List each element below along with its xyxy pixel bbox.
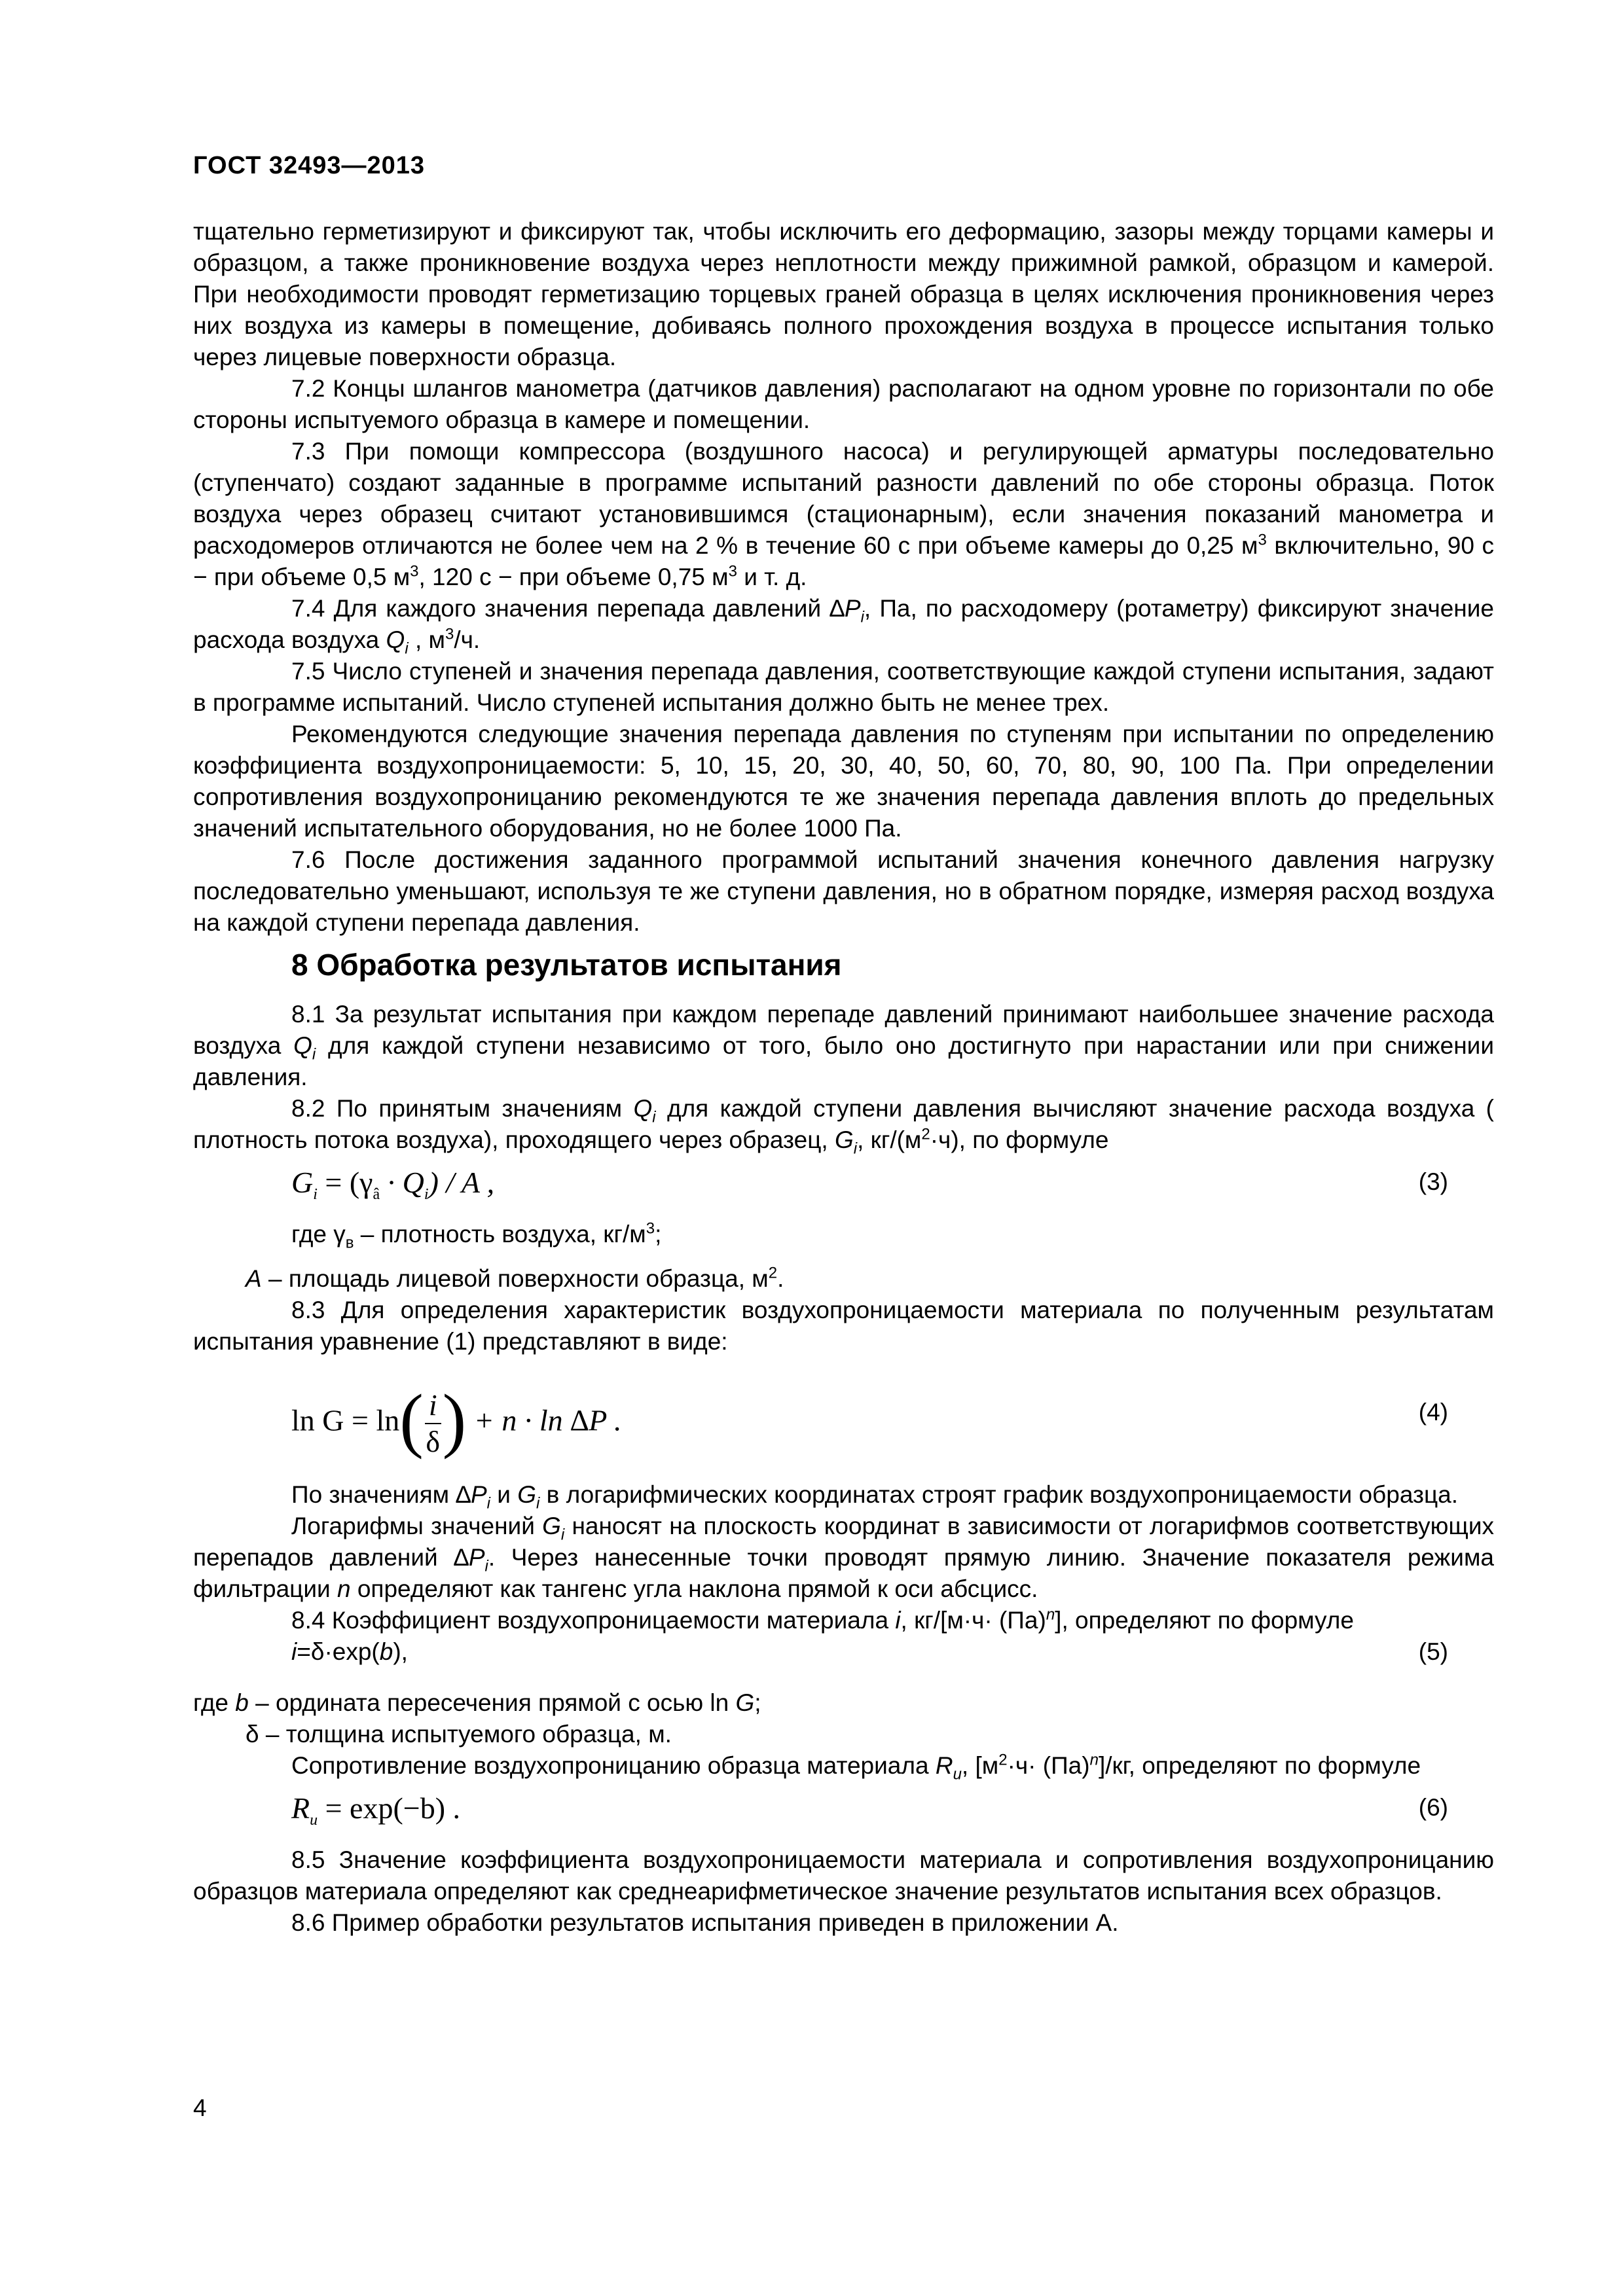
paragraph-7-2: 7.2 Концы шлангов манометра (датчиков давления) располагают на одном уровне по горизонтали по обе стороны испытуемого образца в камере и помещении.: [193, 375, 1494, 433]
paragraph-graph: По значениям $\Delta P_i$ и $G_i$ в логарифмических координатах строят график воздухопроницаемости образца.: [291, 1481, 1458, 1513]
paragraph-8-4: 8.4 Коэффициент воздухопроницаемости материала i, кг/[м·ч· (Па)$^n$], определяют по формуле: [291, 1605, 1354, 1634]
formula-4-expression: ln G = ln( $\frac{i}{\delta}$ ) + n · ln ∆P .: [291, 1380, 622, 1460]
page-number: 4: [193, 2094, 207, 2121]
page-content: [193, 216, 1494, 1939]
where-b: где b – ордината пересечения прямой с осью ln G;: [193, 1689, 761, 1716]
standard-header: ГОСТ 32493—2013: [193, 152, 426, 179]
paragraph-8-6: 8.6 Пример обработки результатов испытания приведен в приложении А.: [291, 1909, 1119, 1936]
formula-5-expression: i=δ·exp(b),: [291, 1638, 408, 1665]
paragraph-8-2: 8.2 По принятым значениям $Q_i$ для каждой ступени давления вычисляют значение расхода воздуха ( плотность потока воздуха), проходящего через образец, $G_i$, $кг/(м^2\cdot ч)$, по формуле: [193, 1095, 1494, 1158]
paragraph-logarithms: Логарифмы значений $G_i$ наносят на плоскость координат в зависимости от логарифмов соответствующих перепадов давлений $\Delta P_i$. Через нанесенные точки проводят прямую линию. Значение показателя режима фильтрации n определяют как тангенс угла наклона прямой к оси абсцисс.: [193, 1513, 1494, 1602]
paragraph-7-4: 7.4 Для каждого значения перепада давлений $\Delta P_i$, Па, по расходомеру (ротаметру) фиксируют значение расхода воздуха $Q_i$ , $м^3/ч$.: [193, 595, 1494, 658]
paragraph-7-3: 7.3 При помощи компрессора (воздушного насоса) и регулирующей арматуры последовательно (ступенчато) создают заданные в программе испытаний разности давлений по обе стороны образца. Поток воздуха через образец считают установившимся (стационарным), если значения показаний манометра и расходомеров отличаются не более чем на 2 % в течение 60 с при объеме камеры до 0,25 $м^3$ включительно, 90 с − при объеме 0,5 $м^3$, 120 с − при объеме 0,75 $м^3$ и т. д.: [193, 438, 1495, 590]
paragraph-sealing: тщательно герметизируют и фиксируют так, чтобы исключить его деформацию, зазоры между торцами камеры и образцом, а также проникновение воздуха через неплотности между прижимной рамкой, образцом и камерой. При необходимости проводят герметизацию торцевых граней образца в целях исключения проникновения через них воздуха из камеры в помещение, добиваясь полного прохождения воздуха в процессе испытания только через лицевые поверхности образца.: [193, 218, 1494, 370]
paragraph-8-3: 8.3 Для определения характеристик воздухопроницаемости материала по полученным результатам испытания уравнение (1) представляют в виде:: [193, 1297, 1494, 1355]
paragraph-7-5: 7.5 Число ступеней и значения перепада давления, соответствующие каждой ступени испытания, задают в программе испытаний. Число ступеней испытания должно быть не менее трех.: [193, 658, 1494, 716]
formula-5: [193, 1636, 1494, 1670]
where-gamma: где $\gamma_в$ – плотность воздуха, $кг/м^3$;: [291, 1219, 662, 1252]
paragraph-7-6: 7.6 После достижения заданного программой испытаний значения конечного давления нагрузку последовательно уменьшают, используя те же ступени давления, но в обратном порядке, измеряя расход воздуха на каждой ступени перепада давления.: [193, 846, 1494, 936]
where-delta: δ – толщина испытуемого образца, м.: [246, 1721, 672, 1748]
formula-6-expression: $R_u = \exp(-b)$ .: [291, 1791, 461, 1829]
paragraph-8-1: 8.1 За результат испытания при каждом перепаде давлений принимают наибольшее значение расхода воздуха $Q_i$ для каждой ступени независимо от того, было оно достигнуто при нарастании или при снижении давления.: [193, 1001, 1494, 1090]
formula-4-number: (4): [1418, 1399, 1448, 1426]
formula-6: [193, 1785, 1494, 1831]
formula-3-number: (3): [1418, 1168, 1448, 1195]
formula-4: [193, 1368, 1494, 1460]
formula-6-number: (6): [1418, 1794, 1448, 1821]
formula-3: [193, 1160, 1494, 1206]
paragraph-recommended-steps: Рекомендуются следующие значения перепада давления по ступеням при испытании по определению коэффициента воздухопроницаемости: 5, 10, 15, 20, 30, 40, 50, 60, 70, 80, 90, 100 Па. При определении сопротивления воздухопроницанию рекомендуются те же значения перепада давления вплоть до предельных значений испытательного оборудования, но не более 1000 Па.: [193, 721, 1494, 842]
paragraph-resistance: Сопротивление воздухопроницанию образца материала $R_u$, $[м^2\cdot ч\cdot (Па)^n]/кг$, определяют по формуле: [291, 1751, 1421, 1784]
where-area: A – площадь лицевой поверхности образца, $м^2$.: [246, 1264, 784, 1292]
section-8-heading: 8 Обработка результатов испытания: [291, 948, 842, 982]
formula-3-expression: $G_i = (\gamma_â \cdot Q_i) / A$ ,: [291, 1166, 495, 1204]
formula-5-number: (5): [1418, 1638, 1448, 1665]
paragraph-8-5: 8.5 Значение коэффициента воздухопроницаемости материала и сопротивления воздухопроницанию образцов материала определяют как среднеарифметическое значение результатов испытания всех образцов.: [193, 1846, 1494, 1905]
